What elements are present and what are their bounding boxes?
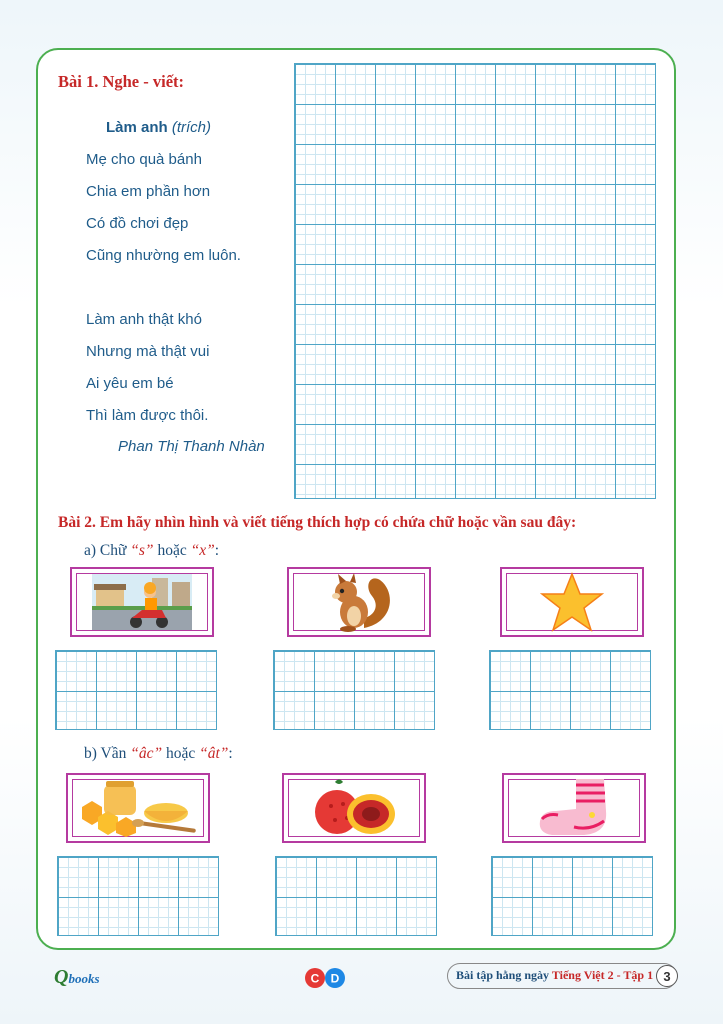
page-number: 3: [656, 965, 678, 987]
part-a-prefix: a) Chữ: [84, 542, 127, 559]
star-icon: [540, 572, 604, 632]
motorbike-street-icon: [92, 574, 192, 630]
publisher-badge: [299, 966, 351, 990]
poem-title: [106, 119, 211, 136]
part-b-option-1: “âc”: [130, 745, 163, 762]
brand-logo-q: Q: [54, 966, 69, 988]
picture-frame-a2: [287, 567, 431, 637]
poem-line: Thì làm được thôi.: [86, 407, 209, 424]
footer-series-label: [447, 963, 677, 989]
writing-grid-a2[interactable]: [273, 650, 435, 730]
publisher-badge-letter-c: C: [310, 971, 320, 986]
poem-line: Nhưng mà thật vui: [86, 343, 210, 360]
part-b-option-2: “ât”: [199, 745, 229, 762]
part-a-label: [84, 542, 219, 560]
part-b-label: [84, 745, 233, 763]
publisher-badge-letter-d: D: [330, 971, 340, 986]
picture-frame-b1: [66, 773, 210, 843]
part-a-mid: hoặc: [157, 542, 187, 559]
poem-line: Làm anh thật khó: [86, 311, 202, 328]
writing-grid-b2[interactable]: [275, 856, 437, 936]
poem-note: (trích): [171, 119, 212, 136]
picture-frame-b3: [502, 773, 646, 843]
poem-line: Ai yêu em bé: [86, 375, 174, 392]
part-a-suffix: :: [214, 542, 220, 559]
gac-fruit-icon: [309, 778, 399, 838]
footer-series: Bài tập hằng ngày: [456, 968, 550, 982]
squirrel-icon: [324, 572, 394, 632]
picture-frame-a1: [70, 567, 214, 637]
poem-title-text: Làm anh: [106, 119, 168, 136]
part-b-suffix: :: [228, 745, 233, 762]
part-b-prefix: b) Vần: [84, 745, 127, 762]
writing-grid-a3[interactable]: [489, 650, 651, 730]
exercise2-title: Bài 2. Em hãy nhìn hình và viết tiếng thích hợp có chứa chữ hoặc vần sau đây:: [58, 514, 577, 531]
writing-grid-a1[interactable]: [55, 650, 217, 730]
writing-grid-b1[interactable]: [57, 856, 219, 936]
part-a-option-1: “s”: [130, 542, 154, 559]
poem-line: Cũng nhường em luôn.: [86, 247, 241, 264]
publisher-badge-icon: [299, 966, 351, 990]
poem-line: Chia em phần hơn: [86, 183, 211, 200]
poem-line: Mẹ cho quà bánh: [86, 151, 202, 168]
exercise1-title: Bài 1. Nghe - viết:: [58, 72, 185, 91]
part-b-mid: hoặc: [165, 745, 196, 762]
brand-logo: [54, 966, 100, 989]
brand-logo-rest: books: [68, 971, 100, 986]
poem-line: Có đồ chơi đẹp: [86, 215, 189, 232]
poem-author: Phan Thị Thanh Nhàn: [118, 438, 265, 455]
footer-subject: Tiếng Việt 2 - Tập 1: [551, 968, 654, 982]
part-a-option-2: “x”: [190, 542, 215, 559]
sock-icon: [534, 777, 614, 839]
honey-icon: [78, 779, 198, 837]
picture-frame-a3: [500, 567, 644, 637]
writing-grid-main[interactable]: [294, 63, 656, 499]
writing-grid-b3[interactable]: [491, 856, 653, 936]
picture-frame-b2: [282, 773, 426, 843]
